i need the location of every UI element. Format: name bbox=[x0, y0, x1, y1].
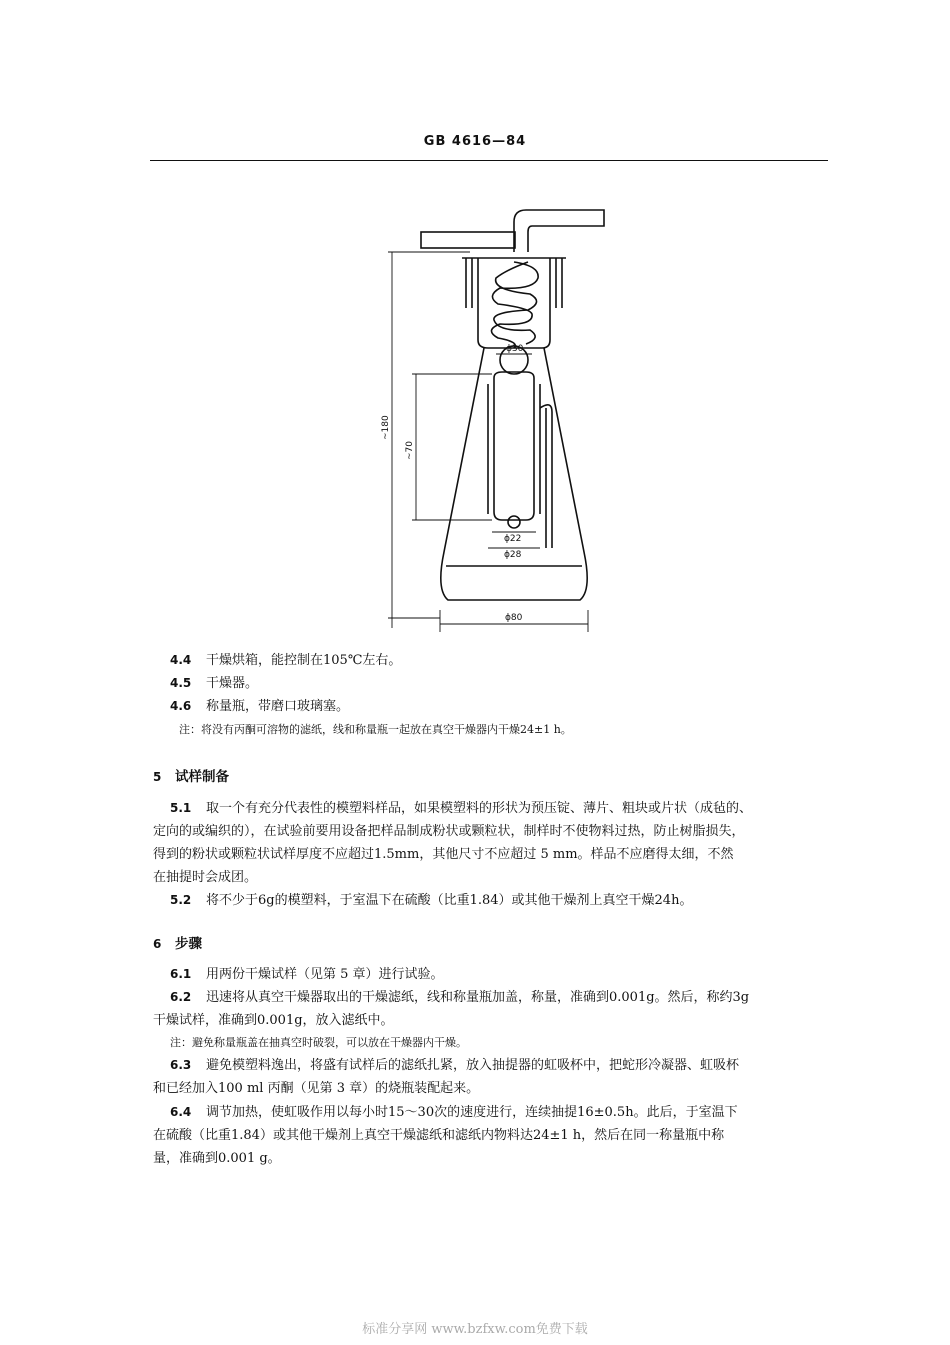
height-dim-total bbox=[388, 252, 470, 628]
clause-4-5: 4.5 干燥器。 bbox=[170, 676, 259, 691]
clause-6-3: 6.3 避免模塑料逸出，将盛有试样后的滤纸扎紧，放入抽提器的虹吸杯中，把蛇形冷凝器、虹吸杯 和已经加入100 ml 丙酮（见第 3 章）的烧瓶装配起来。 bbox=[153, 1058, 740, 1096]
clause-5-1: 5.1 取一个有充分代表性的模塑料样品，如果模塑料的形状为预压锭、薄片、粗块或片状（成毡的、 定向的或编织的），在试验前要用设备把样品制成粉状或颗粒状，制样时不使物料过热，防止树脂损失， 得到的粉状或颗粒状试样厚度不应超过1.5mm，其他尺寸不应超过 5 mm。样品不应磨得太细，不然 在抽提时会成团。 bbox=[153, 801, 753, 885]
clause-4-6: 4.6 称量瓶，带磨口玻璃塞。 bbox=[170, 699, 350, 714]
dim-phi22: ϕ22 bbox=[504, 534, 522, 544]
clause-6-4: 6.4 调节加热，使虹吸作用以每小时15～30次的速度进行，连续抽提16±0.5h。此后，于室温下 在硫酸（比重1.84）或其他干燥剂上真空干燥滤纸和滤纸内物料达24±1 h，然后在同一称量瓶中称 量，准确到0.001 g。 bbox=[153, 1105, 738, 1166]
dim-phi80: ϕ80 bbox=[505, 613, 523, 623]
condenser-jacket bbox=[478, 258, 550, 348]
header-rule bbox=[150, 160, 828, 161]
clause-6-1: 6.1 用两份干燥试样（见第 5 章）进行试验。 bbox=[170, 967, 444, 982]
height-dim-inner bbox=[412, 374, 492, 520]
extractor-diagram bbox=[380, 195, 610, 640]
condenser-coil bbox=[491, 262, 538, 348]
section-5-title: 5 试样制备 bbox=[153, 769, 229, 785]
dim-70: ~70 bbox=[405, 441, 415, 460]
siphon-cup bbox=[494, 372, 534, 520]
section-6-title: 6 步骤 bbox=[153, 936, 202, 952]
stopper-sides bbox=[466, 258, 562, 308]
note-4-6: 注：将没有丙酮可溶物的滤纸，线和称量瓶一起放在真空干燥器内干燥24±1 h。 bbox=[179, 723, 572, 736]
clause-4-4: 4.4 干燥烘箱，能控制在105℃左右。 bbox=[170, 653, 402, 668]
dim-180: ~180 bbox=[381, 415, 391, 440]
condenser-bar bbox=[421, 232, 515, 248]
condenser-outlet-tube bbox=[514, 210, 604, 252]
clause-6-2: 6.2 迅速将从真空干燥器取出的干燥滤纸，线和称量瓶加盖，称量，准确到0.001g。然后，称约3g 干燥试样，准确到0.001g，放入滤纸中。 bbox=[153, 990, 750, 1028]
dim-phi28: ϕ28 bbox=[504, 550, 522, 560]
standard-code: GB 4616—84 bbox=[423, 134, 527, 149]
clause-5-2: 5.2 将不少于6g的模塑料，于室温下在硫酸（比重1.84）或其他干燥剂上真空干燥24h。 bbox=[170, 893, 693, 908]
flask-body bbox=[441, 348, 587, 600]
dim-phi30: ϕ30 bbox=[506, 344, 524, 354]
note-6-2: 注：避免称量瓶盖在抽真空时破裂，可以放在干燥器内干燥。 bbox=[170, 1036, 467, 1049]
watermark-footer: 标准分享网 www.bzfxw.com免费下载 bbox=[362, 1322, 588, 1337]
